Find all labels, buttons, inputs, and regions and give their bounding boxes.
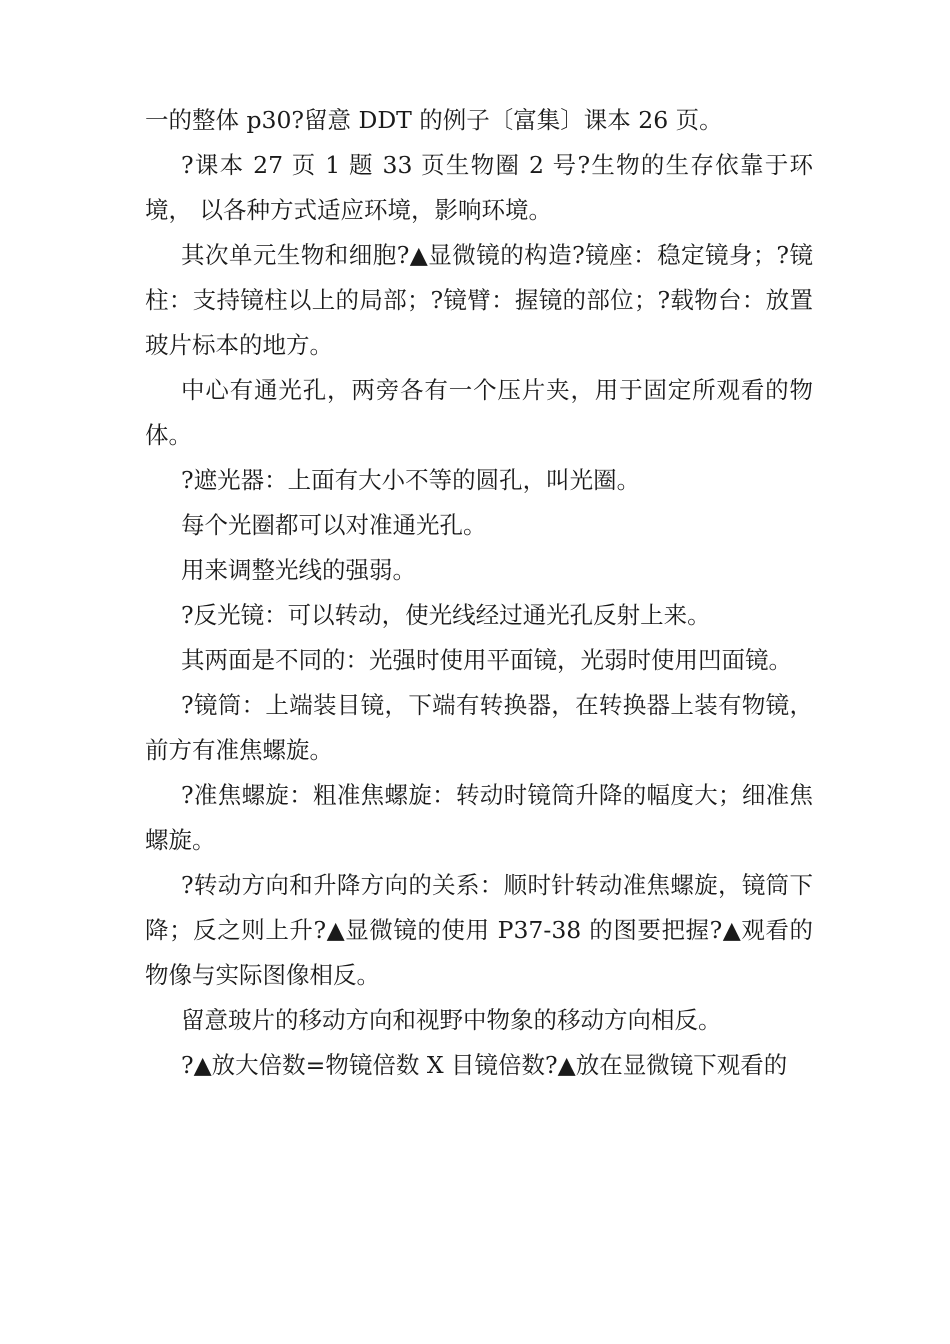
paragraph-9: 其两面是不同的：光强时使用平面镜，光弱时使用凹面镜。	[181, 646, 792, 674]
paragraph-1: 一的整体 p30?留意 DDT 的例子〔富集〕课本 26 页。	[145, 106, 723, 134]
paragraph-14: ?▲放大倍数=物镜倍数 X 目镜倍数?▲放在显微镜下观看的	[181, 1051, 788, 1079]
paragraph-10: ?镜筒：上端装目镜，下端有转换器，在转换器上装有物镜，前方有准焦螺旋。	[145, 691, 813, 764]
paragraph-3: 其次单元生物和细胞?▲显微镜的构造?镜座：稳定镜身；?镜柱：支持镜柱以上的局部；?镜臂：握镜的部位；?载物台：放置玻片标本的地方。	[145, 241, 813, 359]
paragraph-4: 中心有通光孔，两旁各有一个压片夹，用于固定所观看的物体。	[145, 376, 813, 449]
paragraph-11: ?准焦螺旋：粗准焦螺旋：转动时镜筒升降的幅度大；细准焦螺旋。	[145, 781, 813, 854]
paragraph-8: ?反光镜：可以转动，使光线经过通光孔反射上来。	[181, 601, 711, 629]
paragraph-6: 每个光圈都可以对准通光孔。	[181, 511, 487, 539]
paragraph-13: 留意玻片的移动方向和视野中物象的移动方向相反。	[181, 1006, 722, 1034]
paragraph-12: ?转动方向和升降方向的关系：顺时针转动准焦螺旋，镜筒下降；反之则上升?▲显微镜的使用 P37-38 的图要把握?▲观看的物像与实际图像相反。	[145, 871, 813, 989]
paragraph-7: 用来调整光线的强弱。	[181, 556, 416, 584]
document-body	[145, 98, 813, 1088]
paragraph-2: ?课本 27 页 1 题 33 页生物圈 2 号?生物的生存依靠于环境， 以各种方式适应环境，影响环境。	[145, 151, 813, 224]
paragraph-5: ?遮光器：上面有大小不等的圆孔，叫光圈。	[181, 466, 641, 494]
